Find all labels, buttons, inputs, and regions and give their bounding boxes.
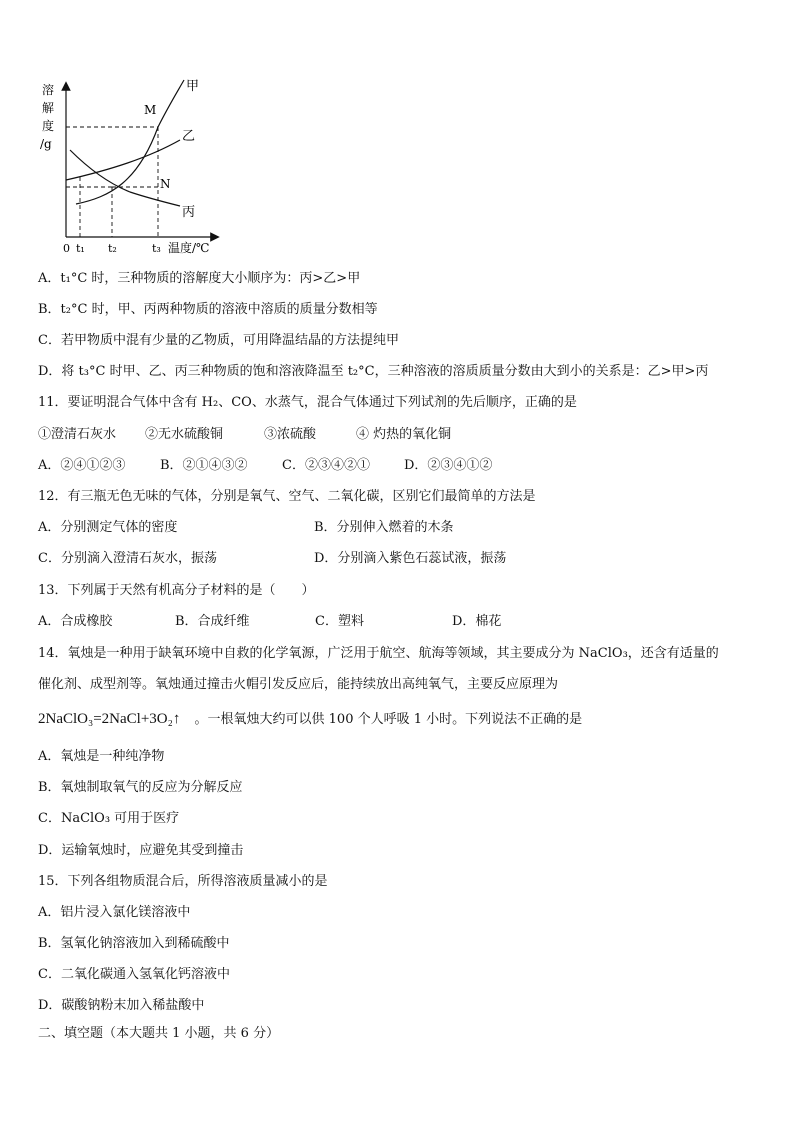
q11-option-b: B．②①④③② — [160, 458, 248, 473]
point-label-n: N — [160, 177, 171, 191]
q11-stem: 11．要证明混合气体中含有 H₂、CO、水蒸气，混合气体通过下列试剂的先后顺序，正确的是 — [38, 395, 577, 410]
tick-label-t2: t₂ — [108, 242, 117, 255]
section-heading: 二、填空题（本大题共 1 小题，共 6 分） — [38, 1026, 280, 1041]
origin-label: 0 — [63, 242, 70, 255]
q14-equation: 2NaClO₃=2NaCl+3O₂↑ — [38, 711, 181, 727]
y-label-2: 解 — [42, 101, 55, 115]
q12-option-c: C．分别滴入澄清石灰水，振荡 — [38, 551, 217, 566]
q14-equation-line — [38, 710, 582, 729]
q12-option-d: D．分别滴入紫色石蕊试液，振荡 — [314, 551, 507, 566]
tick-label-t1: t₁ — [76, 242, 85, 255]
y-label-4: /g — [40, 137, 52, 151]
q14-stem-line2: 催化剂、成型剂等。氧烛通过撞击火帽引发反应后，能持续放出高纯氧气，主要反应原理为 — [38, 677, 559, 692]
q15-option-c: C．二氧化碳通入氢氧化钙溶液中 — [38, 967, 230, 982]
q10-option-d: D．将 t₃°C 时甲、乙、丙三种物质的饱和溶液降温至 t₂°C，三种溶液的溶质质量分数由大到小的关系是：乙>甲>丙 — [38, 364, 709, 379]
q13-option-b: B．合成纤维 — [175, 614, 250, 629]
q13-option-c: C．塑料 — [315, 614, 364, 629]
q15-stem: 15．下列各组物质混合后，所得溶液质量减小的是 — [38, 874, 328, 889]
q15-option-d: D．碳酸钠粉末加入稀盐酸中 — [38, 998, 205, 1013]
q11-option-d: D．②③④①② — [404, 458, 493, 473]
q14-stem-line1: 14．氧烛是一种用于缺氧环境中自救的化学氧源，广泛用于航空、航海等领域，其主要成分为 NaClO₃，还含有适量的 — [38, 646, 719, 661]
q11-option-c: C．②③④②① — [282, 458, 370, 473]
q14-option-a: A．氧烛是一种纯净物 — [38, 749, 165, 764]
q14-option-d: D．运输氧烛时，应避免其受到撞击 — [38, 843, 244, 858]
q11-reagent-4: ④ 灼热的氧化铜 — [356, 427, 452, 442]
q15-option-b: B．氢氧化钠溶液加入到稀硫酸中 — [38, 936, 230, 951]
curve-label-yi: 乙 — [182, 129, 196, 144]
q13-stem: 13．下列属于天然有机高分子材料的是（ ） — [38, 583, 315, 598]
curve-label-bing: 丙 — [182, 205, 196, 220]
q10-option-a: A．t₁°C 时，三种物质的溶解度大小顺序为：丙>乙>甲 — [38, 271, 361, 286]
q11-option-a: A．②④①②③ — [38, 458, 126, 473]
curve-yi — [66, 140, 180, 180]
q13-option-d: D．棉花 — [452, 614, 502, 629]
solubility-figure — [30, 72, 230, 262]
q11-reagent-1: ①澄清石灰水 — [38, 427, 117, 442]
q14-option-c: C．NaClO₃ 可用于医疗 — [38, 811, 180, 826]
q13-option-a: A．合成橡胶 — [38, 614, 113, 629]
y-label-3: 度 — [42, 119, 55, 133]
point-label-m: M — [144, 103, 157, 117]
y-label-1: 溶 — [42, 83, 55, 97]
q12-option-a: A．分别测定气体的密度 — [38, 520, 178, 535]
q14-stem-line3: 。一根氧烛大约可以供 100 个人呼吸 1 小时。下列说法不正确的是 — [194, 712, 583, 727]
curve-label-jia: 甲 — [186, 79, 200, 94]
q11-reagent-3: ③浓硫酸 — [264, 427, 317, 442]
x-axis-label: 温度/℃ — [168, 241, 210, 255]
q12-stem: 12．有三瓶无色无味的气体，分别是氧气、空气、二氧化碳，区别它们最简单的方法是 — [38, 489, 536, 504]
q14-option-b: B．氧烛制取氧气的反应为分解反应 — [38, 780, 243, 795]
q10-option-b: B．t₂°C 时，甲、丙两种物质的溶液中溶质的质量分数相等 — [38, 302, 378, 317]
q10-option-c: C．若甲物质中混有少量的乙物质，可用降温结晶的方法提纯甲 — [38, 333, 399, 348]
q15-option-a: A．铝片浸入氯化镁溶液中 — [38, 905, 191, 920]
tick-label-t3: t₃ — [152, 242, 161, 255]
q11-reagent-2: ②无水硫酸铜 — [145, 427, 224, 442]
q12-option-b: B．分别伸入燃着的木条 — [314, 520, 454, 535]
